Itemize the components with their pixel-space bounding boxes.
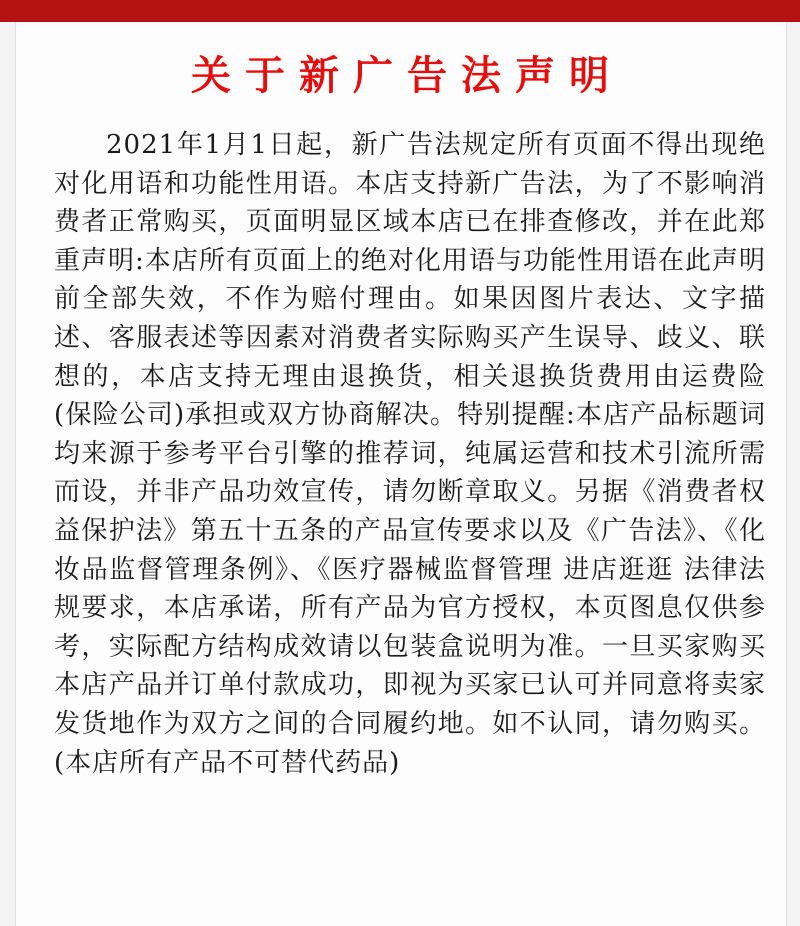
header-bar (0, 0, 800, 22)
notice-title: 关于新广告法声明 (191, 52, 623, 99)
notice-body: 2021年1月1日起，新广告法规定所有页面不得出现绝对化用语和功能性用语。本店支持新广告法，为了不影响消费者正常购买，页面明显区域本店已在排查修改，并在此郑重声明:本店所有页面上的绝对化用语与功能性用语在此声明前全部失效，不作为赔付理由。如果因图片表达、文字描述、客服表述等因素对消费者实际购买产生误导、歧义、联想的，本店支持无理由退换货，相关退换货费用由运费险(保险公司)承担或双方协商解决。特别提醒:本店产品标题词均来源于参考平台引擎的推荐词，纯属运营和技术引流所需而设，并非产品功效宣传，请勿断章取义。另据《消费者权益保护法》第五十五条的产品宣传要求以及《广告法》、《化妆品监督管理条例》、《医疗器械监督管理 进店逛逛 法律法规要求，本店承诺，所有产品为官方授权，本页图息仅供参考，实际配方结构成效请以包装盒说明为准。一旦买家购买本店产品并订单付款成功，即视为买家已认可并同意将卖家发货地作为双方之间的合同履约地。如不认同，请勿购买。(本店所有产品不可替代药品) (54, 130, 766, 778)
